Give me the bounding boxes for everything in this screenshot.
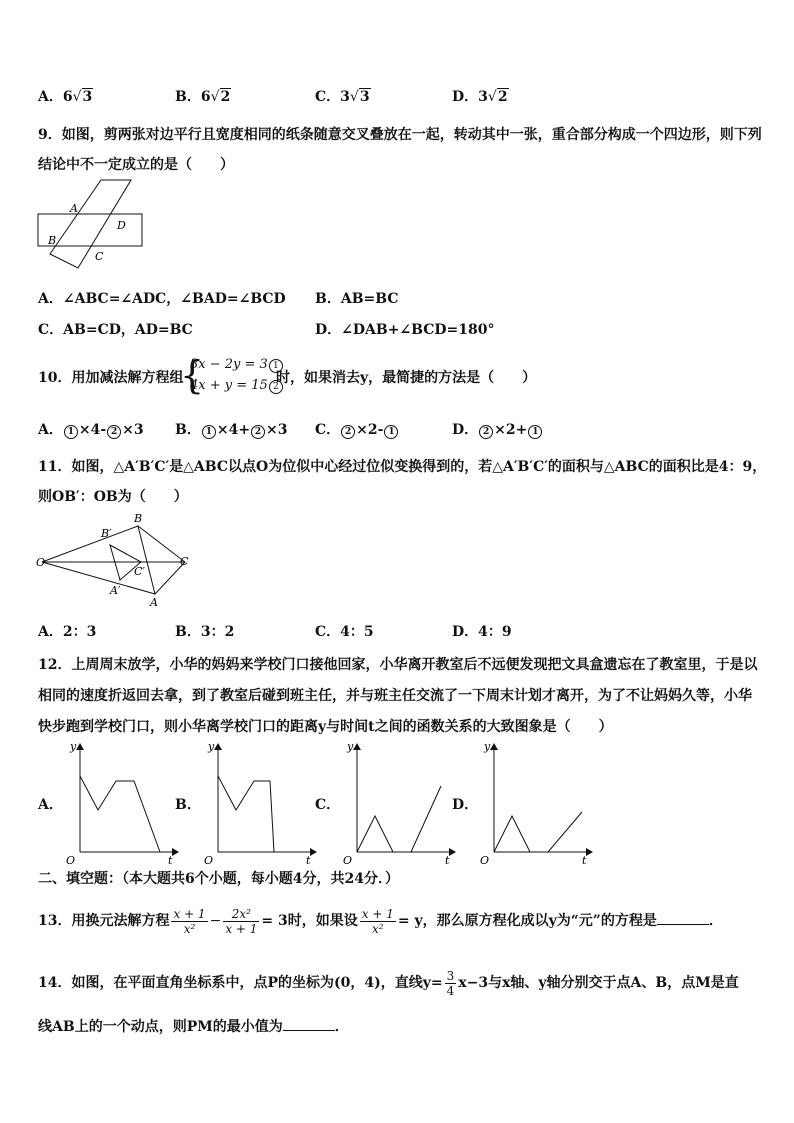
q11-text-line2: 则OB′：OB为（ ） [38,489,188,505]
q11-triangle-abc [138,526,185,594]
q12-graph-b-y: y [208,740,215,753]
q11-label-b1: B′ [101,527,112,540]
q13-answer-blank[interactable] [657,912,709,925]
q14-line2: 线AB上的一个动点，则PM的最小值为 ． [38,1019,349,1035]
q11-option-a: A．2：3 [38,624,97,640]
q12-graph-d-origin: O [480,854,490,865]
q11-label-a1: A′ [110,584,121,597]
q12-graph-b-origin: O [204,854,214,865]
q12-text-line2: 相同的速度折返回去拿，到了教室后碰到班主任，并与班主任交流了一下周末计划才离开，为了不让妈妈久等，小华 [38,688,752,704]
q11-option-b: B．3：2 [175,624,235,640]
q12-graph-c-y: y [347,740,354,753]
q12-graph-b-t: t [306,854,311,865]
q11-label-b: B [134,512,143,525]
q10-option-a: A． 1 ×4- 2 ×3 [38,422,144,438]
q12-graph-c-origin: O [343,854,353,865]
q13-fraction-1: $\frac{x + 1}{\text{x²}}$ [173,906,206,936]
q12-graph-a-t: t [168,854,173,865]
q13-line: 13．用换元法解方程 $\frac{x + 1}{\text{x²}}$ − $\frac{\text{2x²}}{x + 1}$ = 3时，如果设 $\frac{x + 1}{\text{x²}}$ = y，那么原方程化成以y为“元”的方程是 ． [38,906,723,936]
q14-fraction: $\frac{3}{4}$ [446,968,455,998]
q12-graph-b-letter: B． [175,797,201,813]
q11-text-line1: 11．如图，△A′B′C′是△ABC以点O为位似中心经过位似变换得到的，若△A′B′C′的面积与△ABC的面积比是4：9， [38,459,767,475]
q12-graph-a-origin: O [66,854,76,865]
q12-graph-d-letter: D． [452,797,479,813]
q10-prefix: 10．用加减法解方程组 [38,370,184,386]
q12-graph-b [198,740,318,865]
q12-graph-c-letter: C． [315,797,341,813]
q8-option-c: C．3√3 [315,89,370,105]
q9-option-a: A．∠ABC=∠ADC，∠BAD=∠BCD [38,291,286,307]
q9-text-line2: 结论中不一定成立的是（ ） [38,157,234,173]
q9-option-c: C．AB=CD，AD=BC [38,322,193,338]
q10-option-c: C． 2 ×2- 1 [315,421,399,439]
q10-brace: { [180,353,205,397]
q11-label-a: A [150,596,158,609]
q11-option-c: C．4：5 [315,624,374,640]
q12-graph-d-t: t [582,854,587,865]
q12-text-line3: 快步跑到学校门口，则小华离学校门口的距离y与时间t之间的函数关系的大致图象是（ ） [38,719,613,735]
q8-option-d: D．3√2 [452,89,508,105]
q10-option-d: D． 2 ×2+ 1 [452,421,543,439]
q14-line1: 14．如图，在平面直角坐标系中，点P的坐标为(0，4)，直线y= $\frac{3}{4}$ x−3与x轴、y轴分别交于点A、B，点M是直 [38,968,739,998]
q11-figure [30,510,200,610]
q12-text-line1: 12．上周周末放学，小华的妈妈来学校门口接他回家，小华离开教室后不远便发现把文具盒遗忘在了教室里，于是以 [38,657,758,673]
q11-label-c: C [180,555,189,568]
q11-label-c1: C′ [134,565,145,578]
q11-label-o: O [36,556,46,569]
q9-label-c: C [95,250,104,263]
q12-graph-a-letter: A． [38,797,63,813]
q10-eq2: 4x + y = 15 2 [190,377,284,395]
q11-ray-ob [42,526,138,562]
q12-graph-d-y: y [484,740,491,753]
q9-text-line1: 9．如图，剪两张对边平行且宽度相同的纸条随意交叉叠放在一起，转动其中一张，重合部分构成一个四边形，则下列 [38,127,762,143]
q8-option-b: B．6√2 [175,89,231,105]
q14-answer-blank[interactable] [283,1018,335,1031]
q10-suffix: 时，如果消去y，最简捷的方法是（ ） [276,370,537,386]
q9-figure [30,176,150,286]
q13-fraction-2: $\frac{\text{2x²}}{x + 1}$ [225,906,258,936]
q12-graph-a-y: y [70,740,77,753]
q13-fraction-3: $\frac{x + 1}{\text{x²}}$ [361,906,394,936]
q9-option-d: D．∠DAB+∠BCD=180° [315,322,495,338]
q9-option-b: B．AB=BC [315,291,399,307]
q12-graph-d [474,740,594,865]
q11-option-d: D．4：9 [452,624,512,640]
q12-graph-c [337,740,457,865]
q12-graph-c-t: t [445,854,450,865]
q9-label-a: A [70,202,78,215]
q10-eq1: 3x − 2y = 3 1 [190,356,284,374]
q9-label-b: B [48,234,57,247]
section2-heading: 二、填空题：（本大题共6个小题，每小题4分，共24分．） [38,871,399,887]
q10-option-b: B． 1 ×4+ 2 ×3 [175,422,288,438]
q12-graph-a [60,740,180,865]
q8-option-a: A．6√3 [38,89,93,105]
q9-label-d: D [117,219,126,232]
